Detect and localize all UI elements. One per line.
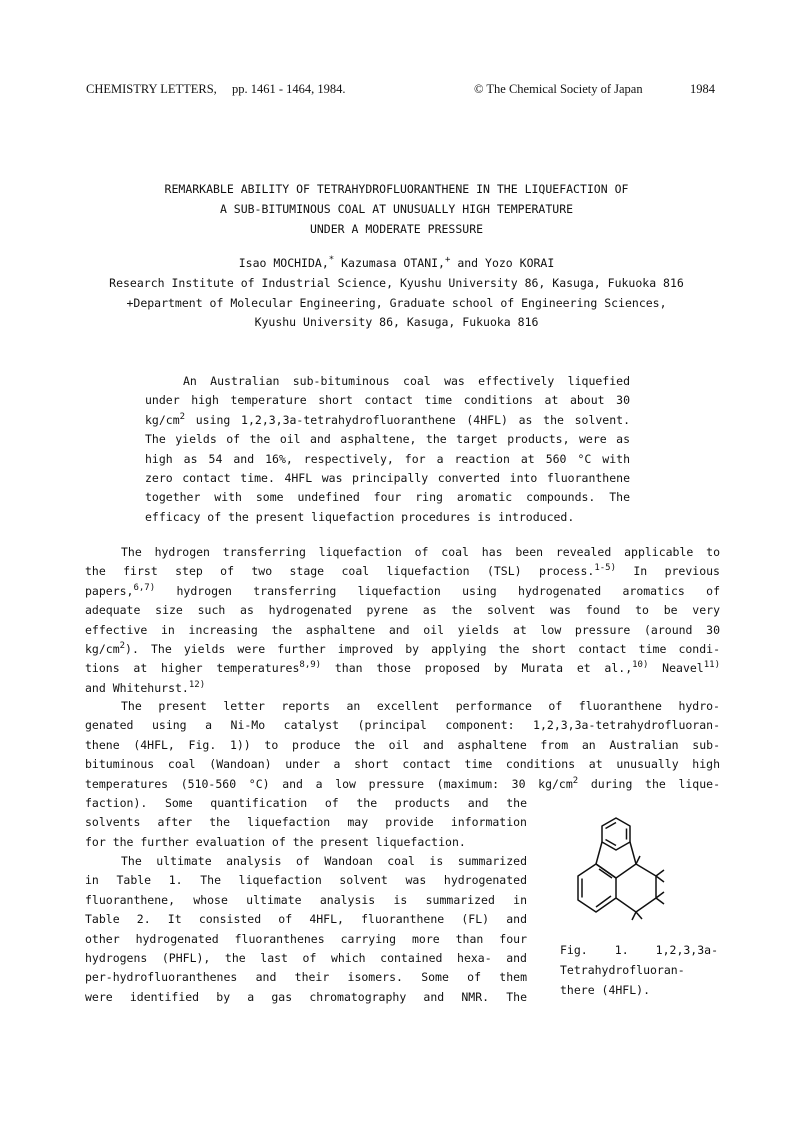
affiliation-line: Kyushu University 86, Kasuga, Fukuoka 816 [254, 315, 539, 329]
author-name: Kazumasa OTANI, [341, 256, 445, 270]
paragraph-line: papers,$^{6,7)}$ hydrogen transferring liquefaction using hydrogenated aromatics of [85, 582, 720, 598]
abstract-line: together with some undefined four ring aromatic compounds. The [145, 490, 630, 505]
figure-1-structure [572, 812, 684, 930]
abstract-line: The yields of the oil and asphaltene, the target products, were as [145, 432, 630, 447]
article-title [86, 182, 707, 242]
paragraph-line: adequate size such as hydrogenated pyrene as the solvent was found to be very [85, 603, 720, 618]
five-membered-ring [596, 842, 636, 878]
paragraph-line: the first step of two stage coal liquefaction (TSL) process.$^{1-5)}$ In previous [85, 563, 720, 579]
author-mark: * [328, 255, 335, 265]
paragraph-line: $kg/cm^2$). The yields were further improved by applying the short contact time condi- [85, 641, 720, 657]
paragraph-line: The present letter reports an excellent performance of fluoranthene hydro- [121, 699, 720, 713]
title-line: A SUB-BITUMINOUS COAL AT UNUSUALLY HIGH TEMPERATURE [219, 202, 574, 216]
body-paragraph-narrow [85, 852, 527, 1007]
caption-line: Fig. 1. 1,2,3,3a- [560, 943, 718, 957]
body-paragraph [85, 543, 720, 698]
paragraph-line: The ultimate analysis of Wandoan coal is summarized [121, 854, 527, 868]
author-mark: + [444, 255, 451, 265]
bottom-aromatic-ring [578, 864, 616, 912]
title-line: UNDER A MODERATE PRESSURE [309, 222, 484, 236]
paragraph-line: were identified by a gas chromatography and NMR. The [85, 989, 527, 1004]
figure-1-caption [560, 940, 730, 1000]
paragraph-line: solvents after the liquefaction may provide information [85, 815, 527, 830]
paragraph-line: effective in increasing the asphaltene and oil yields at low pressure (around 30 [85, 622, 720, 637]
abstract [145, 372, 630, 527]
top-ring-inner-bonds [606, 823, 627, 846]
bottom-ring-inner-bonds [582, 869, 612, 907]
paragraph-line: faction). Some quantification of the products and the [85, 796, 527, 810]
paragraph-line: other hydrogenated fluoranthenes carrying more than four [85, 931, 527, 946]
affiliation-line: +Department of Molecular Engineering, Graduate school of Engineering Sciences, [126, 295, 667, 310]
paragraph-line: for the further evaluation of the present liquefaction. [85, 834, 466, 849]
copyright-notice: © The Chemical Society of Japan [474, 82, 643, 96]
header-year: 1984 [690, 82, 715, 96]
paragraph-line: hydrogens (PHFL), the last of which contained hexa- and [85, 951, 527, 966]
title-line: REMARKABLE ABILITY OF TETRAHYDROFLUORANTHENE IN THE LIQUEFACTION OF [164, 182, 629, 196]
author-name: Isao MOCHIDA, [238, 256, 329, 270]
journal-name: CHEMISTRY LETTERS, [86, 82, 217, 96]
paragraph-line: tions at higher temperatures$^{8,9)}$ than those proposed by Murata et al.,$^{10)}$ Neavel$^{11)}$ [85, 660, 720, 676]
body-paragraph-narrow [85, 794, 527, 852]
paragraph-line: bituminous coal (Wandoan) under a short contact time conditions at unusually high [85, 757, 720, 772]
abstract-line: An Australian sub-bituminous coal was effectively liquefied [183, 374, 630, 388]
paragraph-line: and Whitehurst.$^{12)}$ [85, 679, 206, 695]
paragraph-line: fluoranthene, whose ultimate analysis is summarized in [85, 892, 527, 907]
paragraph-line: Table 2. It consisted of 4HFL, fluoranthene (FL) and [85, 912, 527, 927]
abstract-line: high as 54 and 16%, respectively, for a reaction at 560 °C with [145, 451, 630, 466]
hydrogen-ticks [632, 856, 664, 920]
abstract-line: $kg/cm^2$ using 1,2,3,3a-tetrahydrofluoranthene (4HFL) as the solvent. [145, 411, 630, 427]
paragraph-line: temperatures (510-560 °C) and a low pressure (maximum: 30 $kg/cm^2$ during the lique- [85, 775, 721, 791]
paragraph-line: The hydrogen transferring liquefaction of coal has been revealed applicable to [121, 545, 720, 559]
paragraph-line: thene (4HFL, Fig. 1)) to produce the oil and asphaltene from an Australian sub- [85, 737, 720, 752]
caption-line: Tetrahydrofluoran- [560, 963, 685, 977]
author-list [86, 256, 707, 270]
paragraph-line: per-hydrofluoranthenes and their isomers. Some of them [85, 970, 527, 985]
affiliation-line: Research Institute of Industrial Science, Kyushu University 86, Kasuga, Fukuoka 816 [109, 276, 684, 290]
affiliations [70, 276, 723, 335]
abstract-line: under high temperature short contact time conditions at about 30 [145, 393, 630, 408]
caption-line: there (4HFL). [560, 983, 651, 997]
paragraph-line: in Table 1. The liquefaction solvent was hydrogenated [85, 873, 527, 888]
body-paragraph [85, 697, 720, 794]
abstract-line: efficacy of the present liquefaction procedures is introduced. [145, 509, 575, 524]
author-name: and Yozo KORAI [457, 256, 555, 270]
abstract-line: zero contact time. 4HFL was principally converted into fluoranthene [145, 471, 630, 486]
saturated-ring [616, 864, 656, 912]
paragraph-line: genated using a Ni-Mo catalyst (principal component: 1,2,3,3a-tetrahydrofluoran- [85, 718, 720, 733]
page-range: pp. 1461 - 1464, 1984. [232, 82, 346, 96]
running-header [86, 82, 726, 100]
